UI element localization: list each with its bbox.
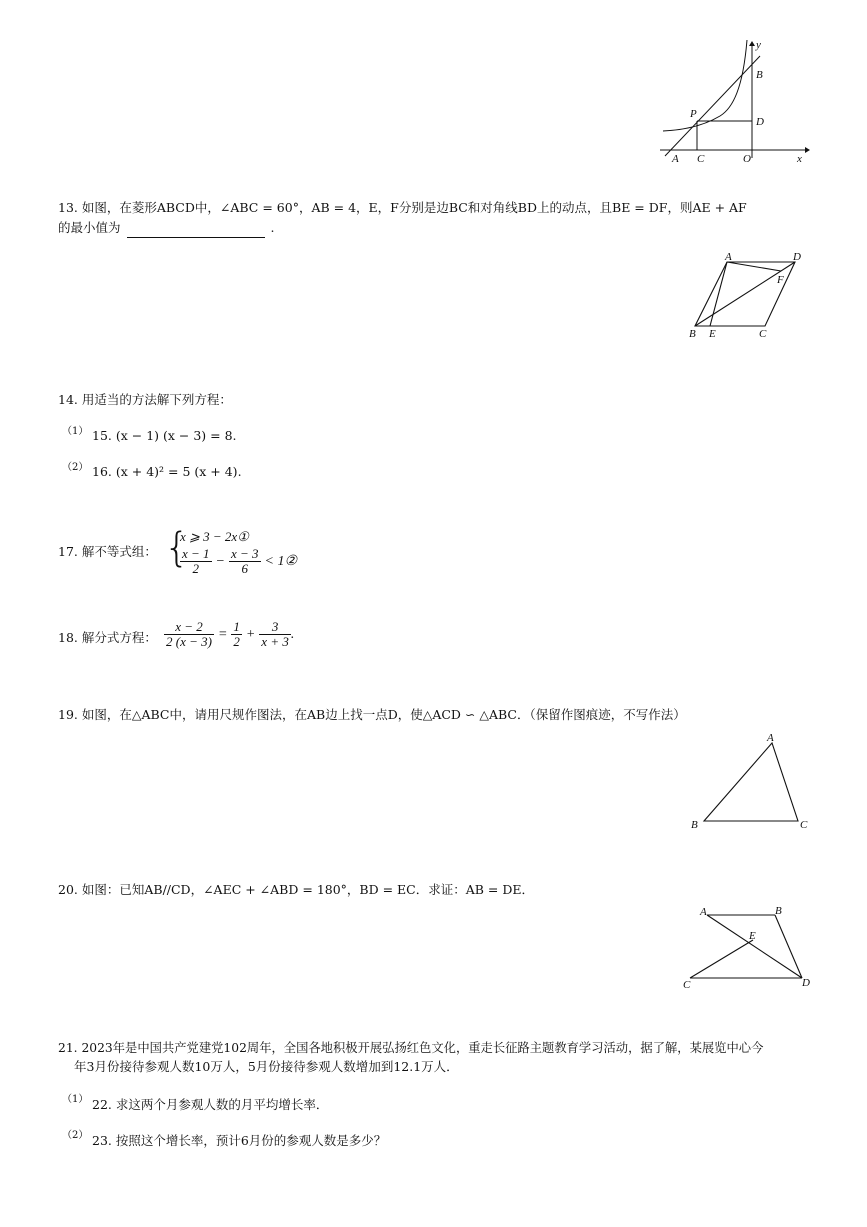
- label-c: C: [800, 819, 808, 831]
- label-e: E: [749, 930, 756, 942]
- fraction-half: $\frac{1}{2}$: [233, 619, 240, 649]
- answer-blank[interactable]: [127, 224, 265, 238]
- label-a: A: [700, 906, 707, 918]
- label-b: B: [775, 905, 782, 917]
- segment-af: [727, 262, 781, 271]
- label-b: B: [756, 69, 763, 81]
- label-x: x: [797, 153, 802, 165]
- segment-ae: [710, 262, 727, 326]
- question-13-period: .: [270, 220, 275, 235]
- label-d: D: [793, 251, 801, 263]
- label-b: B: [689, 328, 696, 340]
- triangle-abc: [704, 743, 798, 821]
- question-21-line2: 年3月份接待参观人数10万人，5月份接待参观人数增加到12.1万人．: [74, 1059, 459, 1074]
- label-y: y: [756, 39, 761, 51]
- sub-tag-2: （2）: [62, 1130, 89, 1141]
- question-19: 19. 如图，在△ABC中，请用尺规作图法，在AB边上找一点D，使△ACD ∽ △ABC．（保留作图痕迹，不写作法）: [58, 707, 686, 722]
- question-13-line1: 13. 如图，在菱形ABCD中，∠ABC = 60°，AB = 4，E，F分别是边BC和对角线BD上的动点，且BE = DF，则AE + AF: [58, 200, 747, 215]
- fraction-1: $\frac{x - 1}{2}$: [182, 546, 210, 576]
- label-p: P: [690, 108, 697, 120]
- question-20: 20. 如图：已知AB//CD，∠AEC + ∠ABD = 180°，BD = EC．求证：AB = DE．: [58, 882, 535, 897]
- inequality-1: x ⩾ 3 − 2x①: [180, 529, 249, 544]
- question-16: 16. (x + 4)² = 5 (x + 4).: [92, 464, 242, 479]
- inequality-2: $\frac{x - 1}{2}$ − $\frac{x - 3}{6}$ < 1②: [182, 546, 297, 576]
- question-13-line2-text: 的最小值为: [58, 220, 121, 235]
- label-o: O: [743, 153, 751, 165]
- question-15: 15. (x − 1) (x − 3) = 8.: [92, 428, 237, 443]
- fraction-lhs: $\frac{x - 2}{2 (x - 3)}$: [166, 619, 212, 649]
- sub-tag-1: （1）: [62, 1094, 89, 1105]
- sub-tag-1: （1）: [62, 426, 89, 437]
- segment-ce: [690, 940, 753, 978]
- question-17-label: 17. 解不等式组：: [58, 544, 157, 559]
- triangle-abc-figure: [688, 733, 813, 833]
- question-18-label: 18. 解分式方程：: [58, 630, 157, 645]
- question-13-line2: [58, 218, 275, 238]
- sub-tag-2: （2）: [62, 462, 89, 473]
- y-axis-arrow: [749, 41, 755, 46]
- question-22: 22. 求这两个月参观人数的月平均增长率．: [92, 1097, 329, 1112]
- x-axis-arrow: [805, 147, 810, 153]
- fraction-rhs: $\frac{3}{x + 3}$: [261, 619, 289, 649]
- system-brace: {: [164, 525, 190, 571]
- question-21-line1: 21. 2023年是中国共产党建党102周年，全国各地积极开展弘扬红色文化，重走长征路主题教育学习活动，据了解，某展览中心今: [58, 1041, 764, 1055]
- fractional-equation: $\frac{x - 2}{2 (x - 3)}$ = $\frac{1}{2}$ + $\frac{3}{x + 3}$ .: [166, 619, 295, 649]
- question-14: 14. 用适当的方法解下列方程：: [58, 392, 232, 407]
- segment-ad: [707, 915, 802, 978]
- label-e: E: [709, 328, 716, 340]
- question-23: 23. 按照这个增长率，预计6月份的参观人数是多少？: [92, 1133, 387, 1148]
- exponential-curve: [663, 40, 747, 131]
- label-d: D: [756, 116, 764, 128]
- exponential-graph-figure: [655, 38, 815, 163]
- label-d: D: [802, 977, 810, 989]
- fraction-2: $\frac{x - 3}{6}$: [230, 546, 259, 576]
- parallel-lines-figure: [680, 905, 815, 990]
- label-c: C: [759, 328, 767, 340]
- label-c: C: [683, 979, 691, 991]
- label-a: A: [767, 732, 774, 744]
- label-a: A: [672, 153, 679, 165]
- rhombus-figure: [685, 250, 815, 340]
- tangent-line: [665, 56, 760, 156]
- label-c: C: [697, 153, 705, 165]
- label-b: B: [691, 819, 698, 831]
- label-a: A: [725, 251, 732, 263]
- label-f: F: [777, 274, 784, 286]
